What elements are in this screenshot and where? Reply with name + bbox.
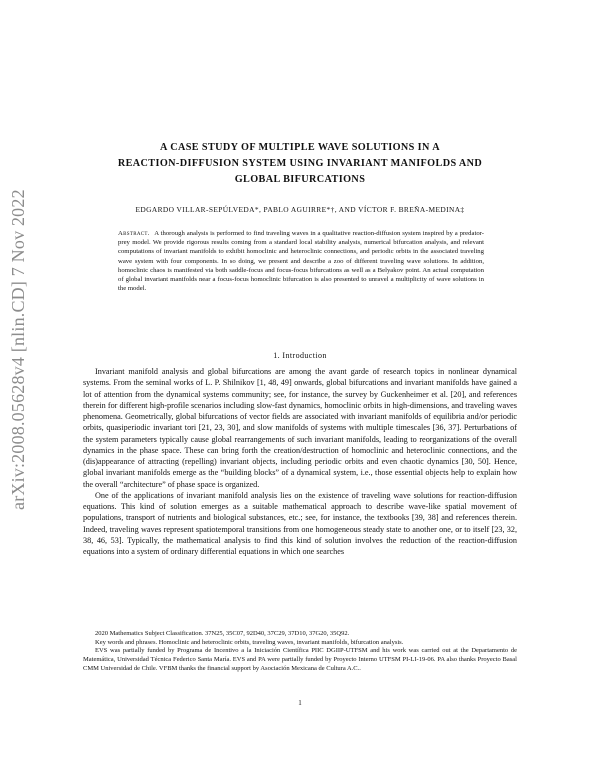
title-line-3: GLOBAL BIFURCATIONS (234, 174, 366, 185)
title-line-2: REACTION-DIFFUSION SYSTEM USING INVARIANT MANIFOLDS AND (117, 158, 483, 169)
title-line-1: A CASE STUDY OF MULTIPLE WAVE SOLUTIONS IN A (160, 142, 440, 153)
abstract-label: Abstract. (118, 230, 150, 237)
arxiv-identifier-stamp: arXiv:2008.05628v4 [nlin.CD] 7 Nov 2022 (8, 189, 28, 510)
author-list: EDGARDO VILLAR-SEPÚLVEDA*, PABLO AGUIRRE*†, AND VÍCTOR F. BREÑA-MEDINA‡ (135, 205, 465, 214)
abstract (118, 229, 484, 293)
paragraph: Invariant manifold analysis and global bifurcations are among the avant garde of research topics in nonlinear dynamical systems. From the seminal works of L. P. Shilnikov [1, 48, 49] onwards, global bifurcations and invariant manifolds have gained a lot of attention from the dynamical systems community; see, for instance, the survey by Guckenheimer et al. [20], and references therein for different high-profile scenarios including slow-fast dynamics, homoclinic orbits in high-dimensions, and traveling waves phenomena. Geometrically, global bifurcations of vector fields are associated with invariant manifolds of equilibria and/or periodic orbits, quasiperiodic invariant tori [21, 23, 30], and slow manifolds of systems with multiple timescales [36, 37]. Perturbations of the system parameters typically cause global rearrangements of such invariant manifolds, leading to reorganizations of the overall dynamics in the phase space. These can bring forth the creation/destruction of homoclinic and heteroclinic connections, and the (dis)appearance of attracting (repelling) invariant objects, including periodic orbits and even chaotic dynamics [30, 50]. Hence, global invariant manifolds emerge as the “building blocks” of a dynamical system, i.e., those essential objects help to explain how the overall “architecture” of phase space is organized. (83, 367, 517, 489)
paper-title (90, 140, 510, 188)
footnote-funding: EVS was partially funded by Programa de Incentivo a la Iniciación Científica PIIC DGIIP-UTFSM and his work was carried out at the Departamento de Matemática, Universidad Técnica Federico Santa María. EVS and PA were partially funded by Proyecto Interno UTFSM PI-LI-19-06. PA also thanks Proyecto Basal CMM Universidad de Chile. VFBM thanks the financial support by Asociación Mexicana de Cultura A.C.. (83, 647, 517, 672)
footnotes (83, 630, 517, 674)
footnote-msc: 2020 Mathematics Subject Classification. 37N25, 35C07, 92D40, 37C29, 37D10, 37G20, 35Q92. (95, 630, 350, 637)
page-number: 1 (298, 699, 302, 707)
abstract-text: A thorough analysis is performed to find traveling waves in a qualitative reaction-diffusion system inspired by a predator-prey model. We provide rigorous results coming from a standard local stability analysis, numerical bifurcation analysis, and relevant computations of invariant manifolds to exhibit homoclinic and heteroclinic connections, and periodic orbits in the associated traveling wave system with four components. In so doing, we present and describe a zoo of different traveling wave solutions. In addition, homoclinic chaos is manifested via both saddle-focus and focus-focus bifurcations as well as a Belyakov point. An actual computation of global invariant manifolds near a focus-focus homoclinic bifurcation is also presented to unravel a multiplicity of wave solutions in the model. (118, 230, 484, 293)
footnote-keywords: Key words and phrases. Homoclinic and heteroclinic orbits, traveling waves, invariant manifolds, bifurcation analysis. (95, 638, 404, 646)
body-text (83, 366, 517, 557)
section-heading: 1. Introduction (273, 351, 327, 360)
paragraph: One of the applications of invariant manifold analysis lies on the existence of traveling wave solutions for reaction-diffusion equations. This kind of solution emerges as a suitable mathematical approach to describe wave-like spatial movement of populations, transport of nutrients and biological substances, etc.; see, for instance, the textbooks [39, 38] and references therein. Indeed, traveling waves represent spatiotemporal transitions from one homogeneous steady state to another one, or to itself [23, 32, 38, 46, 53]. Typically, the mathematical analysis to find this kind of solution involves the reduction of the reaction-diffusion equations into a system of ordinary differential equations in which one searches (83, 490, 517, 556)
